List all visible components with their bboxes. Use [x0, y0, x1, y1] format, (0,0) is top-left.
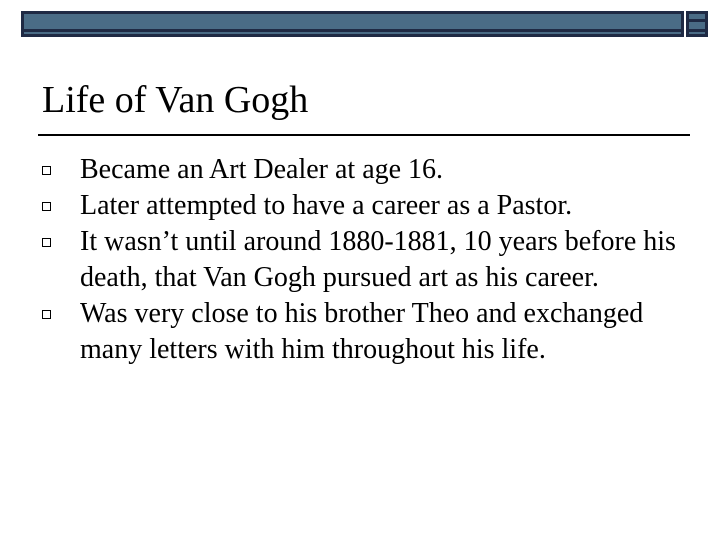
- bullet-item: [42, 188, 692, 224]
- bullet-text: Became an Art Dealer at age 16.: [80, 154, 444, 185]
- corner-box-stripe: [686, 29, 708, 32]
- bullet-list: [42, 152, 692, 368]
- hollow-square-icon: [42, 238, 51, 247]
- bullet-text: Later attempted to have a career as a Pastor.: [80, 190, 573, 221]
- bullet-text: It wasn’t until around 1880-1881, 10 years before his death, that Van Gogh pursued art as his career.: [80, 226, 676, 293]
- hollow-square-icon: [42, 310, 51, 319]
- slide-title: Life of Van Gogh: [42, 79, 309, 121]
- title-underline: [38, 134, 690, 136]
- hollow-square-icon: [42, 202, 51, 211]
- bullet-item: [42, 296, 692, 368]
- top-bar-stripe: [21, 29, 684, 32]
- top-decorative-bar: [21, 11, 684, 37]
- hollow-square-icon: [42, 166, 51, 175]
- bullet-text: Was very close to his brother Theo and exchanged many letters with him throughout his life.: [80, 298, 644, 365]
- bullet-item: [42, 224, 692, 296]
- bullet-item: [42, 152, 692, 188]
- corner-decorative-box: [686, 11, 708, 37]
